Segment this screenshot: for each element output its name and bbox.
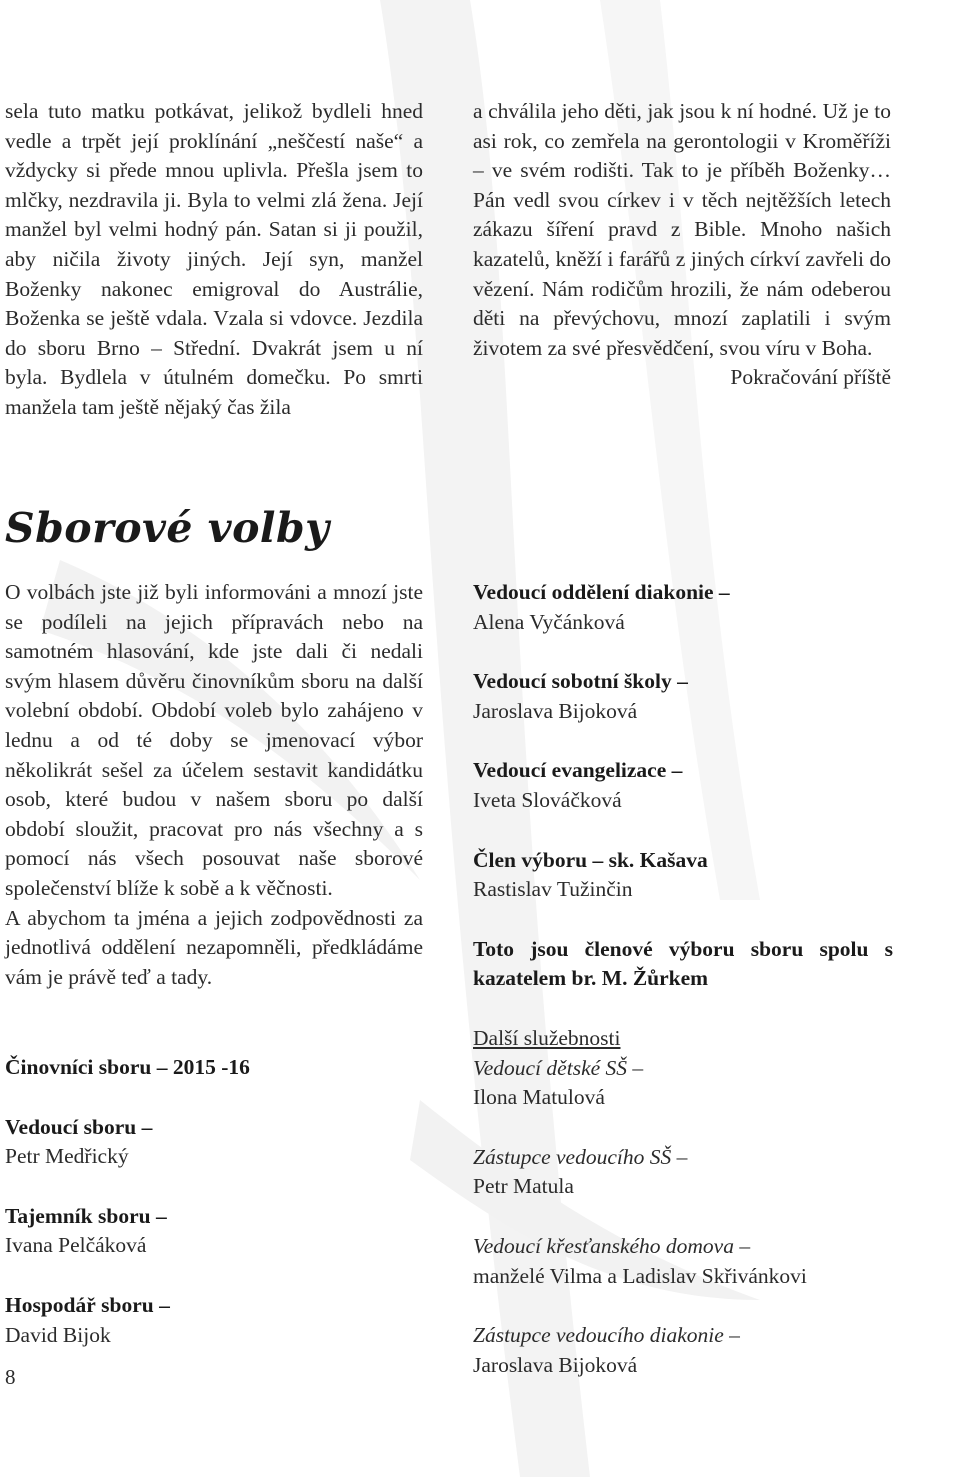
story-paragraph-left: sela tuto matku potkávat, jelikož bydleli hned vedle a trpět její proklínání „neščestí naše“ a vždycky si přede mnou uplivla. Přešla jsem to mlčky, nezdravila ji. Byla to velmi zlá žena. Její manžel byl velmi hodný pán. Satan si ji použil, aby ničila životy jiných. Její syn, manžel Boženky nakonec emigroval do Austrálie, Boženka se ještě vdala. Vzala si vdovce. Jezdila do sboru Brno – Střední. Dvakrát jsem u ní byla. Bydlela v útulném domečku. Po smrti manžela tam ještě nějaký čas žila (5, 99, 423, 419)
page-number: 8 (5, 1365, 16, 1389)
officer-role: Vedoucí oddělení diakonie – (473, 580, 730, 604)
officer-name: Iveta Slováčková (473, 787, 622, 812)
officer-name: Alena Vyčánková (473, 609, 625, 634)
service-role: Vedoucí dětské SŠ – (473, 1055, 644, 1080)
story-column-right (473, 97, 891, 393)
service-role: Zástupce vedoucího diakonie – (473, 1323, 740, 1348)
service-name: Petr Matula (473, 1174, 574, 1199)
intro-column (5, 578, 423, 992)
committee-note: Toto jsou členové výboru sboru spolu s kazatelem br. M. Žůrkem (473, 936, 893, 991)
officer-role: Tajemník sboru – (5, 1203, 167, 1228)
officer-name: David Bijok (5, 1322, 111, 1347)
intro-paragraph: O volbách jste již byli informováni a mnozí jste se podíleli na jejich přípravách nebo na samotném hlasování, kde jste dali či nedali svým hlasem důvěru činovníkům sboru na další volební období. Období voleb bylo zahájeno v lednu a od té doby se jmenovací výbor několikrát sešel za účelem sestavit kandidátku osob, které budou v našem sboru po další období sloužit, pracovat pro nás všechny a s pomocí nás všech posouvat naše sborové společenství blíže k sobě a k věčnosti. (5, 580, 423, 900)
service-name: Ilona Matulová (473, 1085, 605, 1110)
officer-role: Člen výboru – sk. Kašava (473, 847, 708, 872)
service-name: Jaroslava Bijoková (473, 1352, 638, 1377)
officers-column-right (473, 578, 893, 1380)
officer-role: Vedoucí evangelizace – (473, 758, 683, 783)
story-paragraph-right: a chválila jeho děti, jak jsou k ní hodné. Už je to asi rok, co zemřela na gerontologii v Kroměříži – ve svém rodišti. Tak to je příběh Boženky…Pán vedl svou církev i v těch nejtěžších letech zákazu šíření pravd z Bible. Mnoho našich kazatelů, kněží i farářů z jiných církví zavřeli do vězení. Nám rodičům hrozili, že nám odeberou děti na převýchovu, mnozí zaplatili i svým životem za své přesvědčení, svou víru v Boha. (473, 99, 891, 360)
officers-column-left (5, 1053, 423, 1350)
service-role: Vedoucí křesťanského domova – (473, 1233, 751, 1258)
officer-name: Petr Medřický (5, 1144, 129, 1169)
officers-heading: Činovníci sboru – 2015 -16 (5, 1055, 250, 1079)
officer-name: Jaroslava Bijoková (473, 698, 638, 723)
service-name: manželé Vilma a Ladislav Skřivánkovi (473, 1263, 807, 1288)
other-services-heading: Další služebnosti (473, 1025, 621, 1050)
service-role: Zástupce vedoucího SŠ – (473, 1144, 688, 1169)
officer-role: Vedoucí sboru – (5, 1114, 153, 1139)
intro-paragraph-2: A abychom ta jména a jejich zodpovědnosti za jednotlivá oddělení nezapomněli, předkládáme vám je právě teď a tady. (5, 905, 423, 989)
officer-role: Vedoucí sobotní školy – (473, 669, 688, 694)
officer-role: Hospodář sboru – (5, 1292, 170, 1317)
story-column-left (5, 97, 423, 423)
officer-name: Rastislav Tužinčin (473, 877, 633, 902)
officer-name: Ivana Pelčáková (5, 1233, 147, 1258)
continued-note: Pokračování příště (730, 365, 891, 390)
section-title: Sborové volby (5, 504, 330, 552)
